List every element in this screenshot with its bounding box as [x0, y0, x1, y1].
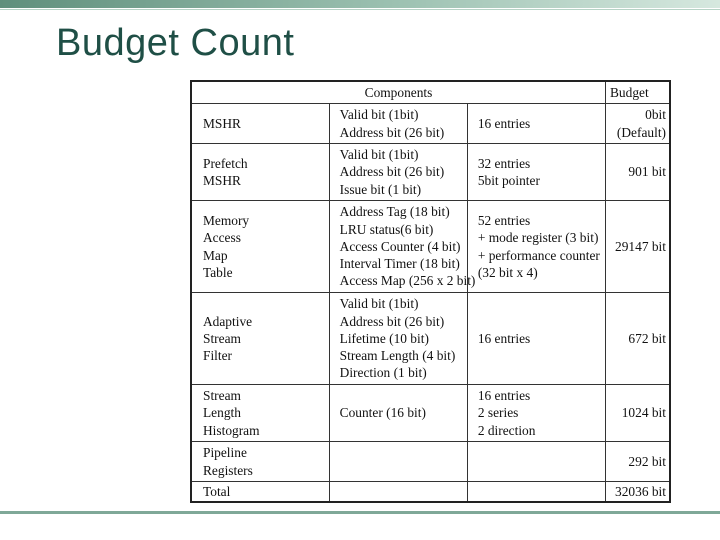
cell-line: 16 entries — [477, 388, 531, 404]
component-name-cell — [191, 442, 329, 482]
cell-line: 1024 bit — [621, 405, 666, 421]
cell-line: 672 bit — [628, 330, 666, 346]
cell-line: Adaptive — [203, 313, 253, 329]
cell-line: Access — [203, 230, 241, 246]
slide-title: Budget Count — [56, 22, 295, 64]
cell-line: Lifetime (10 bit) — [339, 330, 429, 346]
table-row — [191, 144, 670, 201]
component-budget-cell — [606, 482, 671, 502]
cell-line: (32 bit x 4) — [477, 264, 538, 280]
cell-line: Valid bit (1bit) — [339, 147, 419, 163]
cell-line: Registers — [203, 462, 253, 478]
cell-line: Stream — [203, 330, 241, 346]
cell-line: 32 entries — [477, 155, 531, 171]
cell-line: 16 entries — [477, 115, 531, 131]
component-name-cell — [191, 144, 329, 201]
header-budget: Budget — [606, 81, 671, 104]
component-budget-cell — [606, 293, 671, 385]
component-name-cell — [191, 385, 329, 442]
component-entries-cell — [467, 144, 605, 201]
cell-line: 32036 bit — [615, 483, 666, 499]
cell-line: + performance counter — [477, 247, 600, 263]
table-body — [191, 104, 670, 502]
component-fields-cell — [329, 144, 467, 201]
cell-line: Valid bit (1bit) — [339, 296, 419, 312]
budget-table — [190, 80, 671, 503]
component-budget-cell — [606, 144, 671, 201]
cell-line: 292 bit — [628, 453, 666, 469]
component-entries-cell — [467, 442, 605, 482]
component-entries-cell — [467, 104, 605, 144]
component-name-cell — [191, 201, 329, 293]
cell-line: Address bit (26 bit) — [339, 124, 445, 140]
top-accent-bar — [0, 0, 720, 8]
bottom-accent-line — [0, 511, 720, 514]
component-entries-cell — [467, 293, 605, 385]
component-name-cell — [191, 104, 329, 144]
cell-line: Memory — [203, 213, 250, 229]
cell-line: (Default) — [616, 124, 666, 140]
cell-line: Address Tag (18 bit) — [339, 204, 450, 220]
component-fields-cell — [329, 385, 467, 442]
component-fields-cell — [329, 293, 467, 385]
table-row — [191, 104, 670, 144]
cell-line: Pipeline — [203, 445, 247, 461]
cell-line: Direction (1 bit) — [339, 365, 427, 381]
cell-line: Table — [203, 264, 233, 280]
component-fields-cell — [329, 201, 476, 293]
cell-line: Interval Timer (18 bit) — [339, 256, 460, 272]
cell-line: Stream — [203, 388, 241, 404]
table-header-row — [191, 81, 670, 104]
cell-line: 901 bit — [628, 164, 666, 180]
cell-line: Stream Length (4 bit) — [339, 348, 456, 364]
top-accent-line — [0, 9, 720, 10]
cell-line: Address bit (26 bit) — [339, 164, 445, 180]
component-name-cell — [191, 293, 329, 385]
cell-line: Issue bit (1 bit) — [339, 181, 422, 197]
cell-line: Prefetch — [203, 155, 248, 171]
cell-line: 5bit pointer — [477, 173, 540, 188]
table-row — [191, 293, 670, 385]
cell-line: Address bit (26 bit) — [339, 313, 445, 329]
cell-line: 2 series — [477, 405, 519, 421]
cell-line: MSHR — [203, 115, 241, 131]
component-budget-cell — [606, 104, 671, 144]
cell-line: 29147 bit — [615, 238, 666, 254]
cell-line: Total — [203, 483, 231, 499]
component-fields-cell — [329, 104, 467, 144]
component-entries-cell — [467, 385, 605, 442]
cell-line: 52 entries — [477, 213, 531, 229]
component-budget-cell — [606, 385, 671, 442]
cell-line: + mode register (3 bit) — [477, 230, 599, 246]
cell-line: Counter (16 bit) — [339, 405, 426, 421]
cell-line: Filter — [203, 348, 233, 364]
cell-line: Length — [203, 405, 241, 421]
cell-line: Valid bit (1bit) — [339, 107, 419, 123]
component-fields-cell — [329, 442, 467, 482]
cell-line: Histogram — [203, 422, 260, 438]
component-entries-cell — [467, 201, 605, 293]
table-row — [191, 385, 670, 442]
cell-line: Access Map (256 x 2 bit) — [339, 273, 476, 289]
component-budget-cell — [606, 201, 671, 293]
cell-line: MSHR — [203, 173, 241, 188]
table-row — [191, 201, 670, 293]
cell-line: 2 direction — [477, 422, 536, 438]
cell-line: Map — [203, 247, 228, 263]
component-entries-cell — [467, 482, 605, 502]
cell-line: LRU status(6 bit) — [339, 221, 434, 237]
table-row — [191, 482, 670, 502]
component-budget-cell — [606, 442, 671, 482]
cell-line: 16 entries — [477, 330, 531, 346]
component-fields-cell — [329, 482, 467, 502]
table-row — [191, 442, 670, 482]
cell-line: Access Counter (4 bit) — [339, 238, 461, 254]
component-name-cell — [191, 482, 329, 502]
cell-line: 0bit — [645, 107, 666, 123]
header-components: Components — [191, 81, 606, 104]
